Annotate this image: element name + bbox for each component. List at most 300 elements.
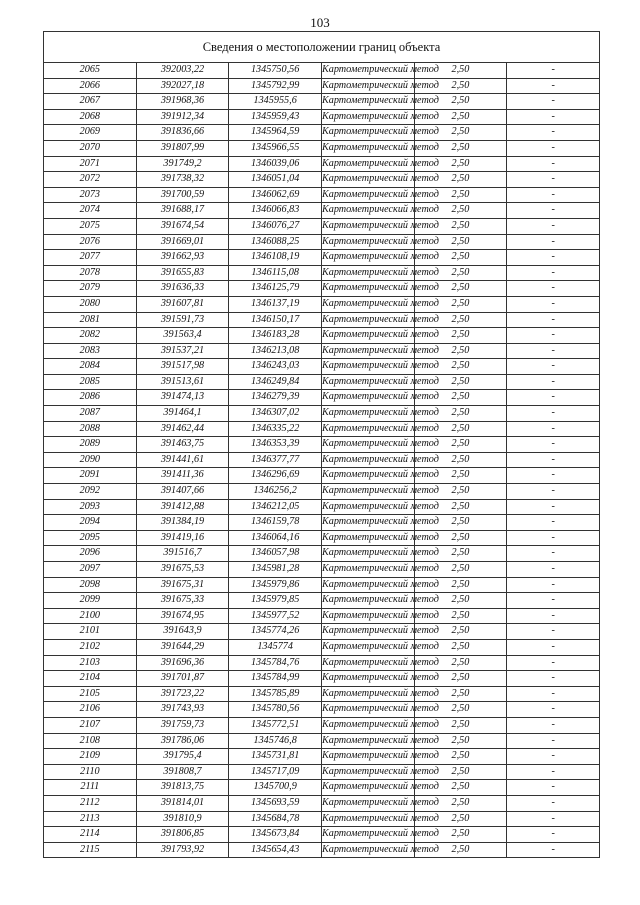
table-row [44,499,600,515]
method-cell: Картометрический метод [321,577,414,593]
accuracy-cell: 2,50 [414,296,507,312]
y-coordinate-cell: 1346213,08 [229,343,322,359]
x-coordinate-cell: 391912,34 [136,109,229,125]
y-coordinate-cell: 1345959,43 [229,109,322,125]
point-number-cell: 2079 [44,281,137,297]
description-cell: - [507,172,600,188]
x-coordinate-cell: 391738,32 [136,172,229,188]
method-cell: Картометрический метод [321,312,414,328]
table-row [44,593,600,609]
table-row [44,109,600,125]
y-coordinate-cell: 1345717,09 [229,764,322,780]
table-row [44,296,600,312]
y-coordinate-cell: 1345780,56 [229,702,322,718]
method-cell: Картометрический метод [321,795,414,811]
description-cell: - [507,780,600,796]
description-cell: - [507,842,600,858]
y-coordinate-cell: 1345977,52 [229,608,322,624]
x-coordinate-cell: 391411,36 [136,468,229,484]
method-cell: Картометрический метод [321,655,414,671]
accuracy-cell: 2,50 [414,530,507,546]
point-number-cell: 2066 [44,78,137,94]
method-cell: Картометрический метод [321,811,414,827]
table-row [44,265,600,281]
y-coordinate-cell: 1346137,19 [229,296,322,312]
x-coordinate-cell: 391563,4 [136,328,229,344]
table-row [44,639,600,655]
description-cell: - [507,530,600,546]
point-number-cell: 2107 [44,717,137,733]
method-cell: Картометрический метод [321,296,414,312]
description-cell: - [507,515,600,531]
point-number-cell: 2077 [44,250,137,266]
point-number-cell: 2093 [44,499,137,515]
point-number-cell: 2112 [44,795,137,811]
method-cell: Картометрический метод [321,686,414,702]
table-row [44,218,600,234]
point-number-cell: 2090 [44,452,137,468]
table-row [44,608,600,624]
description-cell: - [507,764,600,780]
method-cell: Картометрический метод [321,250,414,266]
description-cell: - [507,312,600,328]
x-coordinate-cell: 391836,66 [136,125,229,141]
y-coordinate-cell: 1345792,99 [229,78,322,94]
description-cell: - [507,686,600,702]
accuracy-cell: 2,50 [414,281,507,297]
description-cell: - [507,702,600,718]
method-cell: Картометрический метод [321,78,414,94]
y-coordinate-cell: 1346088,25 [229,234,322,250]
x-coordinate-cell: 391537,21 [136,343,229,359]
table-row [44,717,600,733]
table-row [44,312,600,328]
accuracy-cell: 2,50 [414,577,507,593]
description-cell: - [507,593,600,609]
x-coordinate-cell: 391813,75 [136,780,229,796]
y-coordinate-cell: 1345784,76 [229,655,322,671]
accuracy-cell: 2,50 [414,312,507,328]
description-cell: - [507,406,600,422]
point-number-cell: 2074 [44,203,137,219]
point-number-cell: 2105 [44,686,137,702]
accuracy-cell: 2,50 [414,795,507,811]
y-coordinate-cell: 1346335,22 [229,421,322,437]
description-cell: - [507,140,600,156]
point-number-cell: 2072 [44,172,137,188]
method-cell: Картометрический метод [321,452,414,468]
table-row [44,484,600,500]
description-cell: - [507,452,600,468]
description-cell: - [507,671,600,687]
point-number-cell: 2101 [44,624,137,640]
y-coordinate-cell: 1345979,85 [229,593,322,609]
point-number-cell: 2073 [44,187,137,203]
point-number-cell: 2115 [44,842,137,858]
table-row [44,172,600,188]
y-coordinate-cell: 1345693,59 [229,795,322,811]
y-coordinate-cell: 1346039,06 [229,156,322,172]
method-cell: Картометрический метод [321,421,414,437]
table-row [44,359,600,375]
accuracy-cell: 2,50 [414,811,507,827]
accuracy-cell: 2,50 [414,390,507,406]
x-coordinate-cell: 391675,31 [136,577,229,593]
point-number-cell: 2111 [44,780,137,796]
table-row [44,468,600,484]
point-number-cell: 2098 [44,577,137,593]
accuracy-cell: 2,50 [414,686,507,702]
point-number-cell: 2078 [44,265,137,281]
x-coordinate-cell: 391674,95 [136,608,229,624]
description-cell: - [507,577,600,593]
point-number-cell: 2087 [44,406,137,422]
point-number-cell: 2083 [44,343,137,359]
point-number-cell: 2067 [44,94,137,110]
x-coordinate-cell: 391700,59 [136,187,229,203]
y-coordinate-cell: 1346057,98 [229,546,322,562]
method-cell: Картометрический метод [321,125,414,141]
point-number-cell: 2099 [44,593,137,609]
description-cell: - [507,374,600,390]
y-coordinate-cell: 1346076,27 [229,218,322,234]
accuracy-cell: 2,50 [414,546,507,562]
y-coordinate-cell: 1345731,81 [229,749,322,765]
description-cell: - [507,655,600,671]
accuracy-cell: 2,50 [414,359,507,375]
x-coordinate-cell: 391795,4 [136,749,229,765]
accuracy-cell: 2,50 [414,63,507,79]
method-cell: Картометрический метод [321,140,414,156]
accuracy-cell: 2,50 [414,499,507,515]
accuracy-cell: 2,50 [414,437,507,453]
accuracy-cell: 2,50 [414,328,507,344]
table-row [44,343,600,359]
table-row [44,140,600,156]
method-cell: Картометрический метод [321,109,414,125]
description-cell: - [507,546,600,562]
x-coordinate-cell: 392027,18 [136,78,229,94]
method-cell: Картометрический метод [321,608,414,624]
table-row [44,452,600,468]
y-coordinate-cell: 1345785,89 [229,686,322,702]
y-coordinate-cell: 1346066,83 [229,203,322,219]
y-coordinate-cell: 1346243,03 [229,359,322,375]
description-cell: - [507,296,600,312]
point-number-cell: 2089 [44,437,137,453]
method-cell: Картометрический метод [321,94,414,110]
method-cell: Картометрический метод [321,499,414,515]
accuracy-cell: 2,50 [414,593,507,609]
table-row [44,156,600,172]
table-row [44,686,600,702]
accuracy-cell: 2,50 [414,842,507,858]
y-coordinate-cell: 1345981,28 [229,562,322,578]
method-cell: Картометрический метод [321,468,414,484]
y-coordinate-cell: 1346212,05 [229,499,322,515]
description-cell: - [507,156,600,172]
x-coordinate-cell: 391723,22 [136,686,229,702]
accuracy-cell: 2,50 [414,109,507,125]
accuracy-cell: 2,50 [414,655,507,671]
y-coordinate-cell: 1345746,8 [229,733,322,749]
description-cell: - [507,499,600,515]
accuracy-cell: 2,50 [414,452,507,468]
method-cell: Картометрический метод [321,749,414,765]
point-number-cell: 2091 [44,468,137,484]
table-row [44,328,600,344]
method-cell: Картометрический метод [321,562,414,578]
x-coordinate-cell: 391441,61 [136,452,229,468]
point-number-cell: 2071 [44,156,137,172]
method-cell: Картометрический метод [321,764,414,780]
table-header-row [44,32,600,63]
point-number-cell: 2108 [44,733,137,749]
point-number-cell: 2075 [44,218,137,234]
method-cell: Картометрический метод [321,359,414,375]
x-coordinate-cell: 391513,61 [136,374,229,390]
method-cell: Картометрический метод [321,717,414,733]
description-cell: - [507,203,600,219]
method-cell: Картометрический метод [321,172,414,188]
accuracy-cell: 2,50 [414,749,507,765]
table-row [44,63,600,79]
point-number-cell: 2069 [44,125,137,141]
x-coordinate-cell: 391462,44 [136,421,229,437]
accuracy-cell: 2,50 [414,78,507,94]
description-cell: - [507,421,600,437]
y-coordinate-cell: 1346108,19 [229,250,322,266]
y-coordinate-cell: 1346183,28 [229,328,322,344]
method-cell: Картометрический метод [321,624,414,640]
accuracy-cell: 2,50 [414,562,507,578]
point-number-cell: 2109 [44,749,137,765]
x-coordinate-cell: 391474,13 [136,390,229,406]
point-number-cell: 2084 [44,359,137,375]
table-row [44,125,600,141]
x-coordinate-cell: 391662,93 [136,250,229,266]
table-row [44,671,600,687]
accuracy-cell: 2,50 [414,187,507,203]
x-coordinate-cell: 391743,93 [136,702,229,718]
point-number-cell: 2081 [44,312,137,328]
description-cell: - [507,639,600,655]
y-coordinate-cell: 1345772,51 [229,717,322,733]
point-number-cell: 2113 [44,811,137,827]
method-cell: Картометрический метод [321,671,414,687]
description-cell: - [507,63,600,79]
point-number-cell: 2096 [44,546,137,562]
table-row [44,78,600,94]
description-cell: - [507,359,600,375]
point-number-cell: 2076 [44,234,137,250]
point-number-cell: 2068 [44,109,137,125]
method-cell: Картометрический метод [321,484,414,500]
x-coordinate-cell: 391968,36 [136,94,229,110]
x-coordinate-cell: 391688,17 [136,203,229,219]
table-row [44,187,600,203]
method-cell: Картометрический метод [321,593,414,609]
description-cell: - [507,484,600,500]
x-coordinate-cell: 391516,7 [136,546,229,562]
table-row [44,842,600,858]
y-coordinate-cell: 1346051,04 [229,172,322,188]
accuracy-cell: 2,50 [414,172,507,188]
accuracy-cell: 2,50 [414,406,507,422]
table-title-text: Сведения о местоположении границ объекта [202,40,441,54]
table-row [44,749,600,765]
accuracy-cell: 2,50 [414,421,507,437]
point-number-cell: 2106 [44,702,137,718]
accuracy-cell: 2,50 [414,234,507,250]
point-number-cell: 2094 [44,515,137,531]
description-cell: - [507,218,600,234]
method-cell: Картометрический метод [321,343,414,359]
accuracy-cell: 2,50 [414,671,507,687]
x-coordinate-cell: 391701,87 [136,671,229,687]
y-coordinate-cell: 1346064,16 [229,530,322,546]
description-cell: - [507,608,600,624]
y-coordinate-cell: 1345750,56 [229,63,322,79]
y-coordinate-cell: 1346307,02 [229,406,322,422]
y-coordinate-cell: 1346256,2 [229,484,322,500]
method-cell: Картометрический метод [321,265,414,281]
method-cell: Картометрический метод [321,187,414,203]
point-number-cell: 2114 [44,827,137,843]
y-coordinate-cell: 1345784,99 [229,671,322,687]
description-cell: - [507,811,600,827]
description-cell: - [507,94,600,110]
description-cell: - [507,827,600,843]
accuracy-cell: 2,50 [414,717,507,733]
x-coordinate-cell: 391793,92 [136,842,229,858]
description-cell: - [507,250,600,266]
x-coordinate-cell: 391636,33 [136,281,229,297]
point-number-cell: 2095 [44,530,137,546]
table-row [44,203,600,219]
table-row [44,795,600,811]
method-cell: Картометрический метод [321,530,414,546]
point-number-cell: 2065 [44,63,137,79]
x-coordinate-cell: 391517,98 [136,359,229,375]
x-coordinate-cell: 391407,66 [136,484,229,500]
x-coordinate-cell: 391384,19 [136,515,229,531]
method-cell: Картометрический метод [321,780,414,796]
table-row [44,530,600,546]
y-coordinate-cell: 1345774,26 [229,624,322,640]
description-cell: - [507,78,600,94]
point-number-cell: 2103 [44,655,137,671]
table-row [44,515,600,531]
point-number-cell: 2097 [44,562,137,578]
method-cell: Картометрический метод [321,234,414,250]
table-row [44,546,600,562]
table-row [44,421,600,437]
accuracy-cell: 2,50 [414,764,507,780]
description-cell: - [507,717,600,733]
table-row [44,577,600,593]
y-coordinate-cell: 1345966,55 [229,140,322,156]
method-cell: Картометрический метод [321,63,414,79]
x-coordinate-cell: 391675,53 [136,562,229,578]
page-number: 103 [310,15,330,30]
x-coordinate-cell: 391643,9 [136,624,229,640]
x-coordinate-cell: 391786,06 [136,733,229,749]
table-row [44,390,600,406]
accuracy-cell: 2,50 [414,140,507,156]
accuracy-cell: 2,50 [414,702,507,718]
y-coordinate-cell: 1345684,78 [229,811,322,827]
table-row [44,702,600,718]
x-coordinate-cell: 391464,1 [136,406,229,422]
x-coordinate-cell: 391814,01 [136,795,229,811]
accuracy-cell: 2,50 [414,733,507,749]
x-coordinate-cell: 391807,99 [136,140,229,156]
boundary-coordinates-table [43,31,600,858]
method-cell: Картометрический метод [321,203,414,219]
accuracy-cell: 2,50 [414,780,507,796]
y-coordinate-cell: 1345654,43 [229,842,322,858]
y-coordinate-cell: 1345955,6 [229,94,322,110]
point-number-cell: 2092 [44,484,137,500]
method-cell: Картометрический метод [321,842,414,858]
accuracy-cell: 2,50 [414,515,507,531]
table-row [44,827,600,843]
point-number-cell: 2082 [44,328,137,344]
x-coordinate-cell: 391655,83 [136,265,229,281]
description-cell: - [507,109,600,125]
x-coordinate-cell: 391412,88 [136,499,229,515]
description-cell: - [507,562,600,578]
y-coordinate-cell: 1346062,69 [229,187,322,203]
x-coordinate-cell: 391675,33 [136,593,229,609]
table-row [44,764,600,780]
y-coordinate-cell: 1345700,9 [229,780,322,796]
accuracy-cell: 2,50 [414,218,507,234]
description-cell: - [507,328,600,344]
x-coordinate-cell: 391463,75 [136,437,229,453]
point-number-cell: 2110 [44,764,137,780]
x-coordinate-cell: 391806,85 [136,827,229,843]
x-coordinate-cell: 391759,73 [136,717,229,733]
table-row [44,733,600,749]
description-cell: - [507,749,600,765]
x-coordinate-cell: 391591,73 [136,312,229,328]
point-number-cell: 2085 [44,374,137,390]
method-cell: Картометрический метод [321,733,414,749]
method-cell: Картометрический метод [321,437,414,453]
method-cell: Картометрический метод [321,328,414,344]
accuracy-cell: 2,50 [414,484,507,500]
point-number-cell: 2086 [44,390,137,406]
accuracy-cell: 2,50 [414,827,507,843]
method-cell: Картометрический метод [321,827,414,843]
point-number-cell: 2080 [44,296,137,312]
accuracy-cell: 2,50 [414,156,507,172]
x-coordinate-cell: 391674,54 [136,218,229,234]
point-number-cell: 2070 [44,140,137,156]
method-cell: Картометрический метод [321,218,414,234]
accuracy-cell: 2,50 [414,468,507,484]
description-cell: - [507,390,600,406]
description-cell: - [507,125,600,141]
table-row [44,234,600,250]
y-coordinate-cell: 1346377,77 [229,452,322,468]
table-row [44,655,600,671]
y-coordinate-cell: 1345979,86 [229,577,322,593]
table-row [44,406,600,422]
table-row [44,624,600,640]
